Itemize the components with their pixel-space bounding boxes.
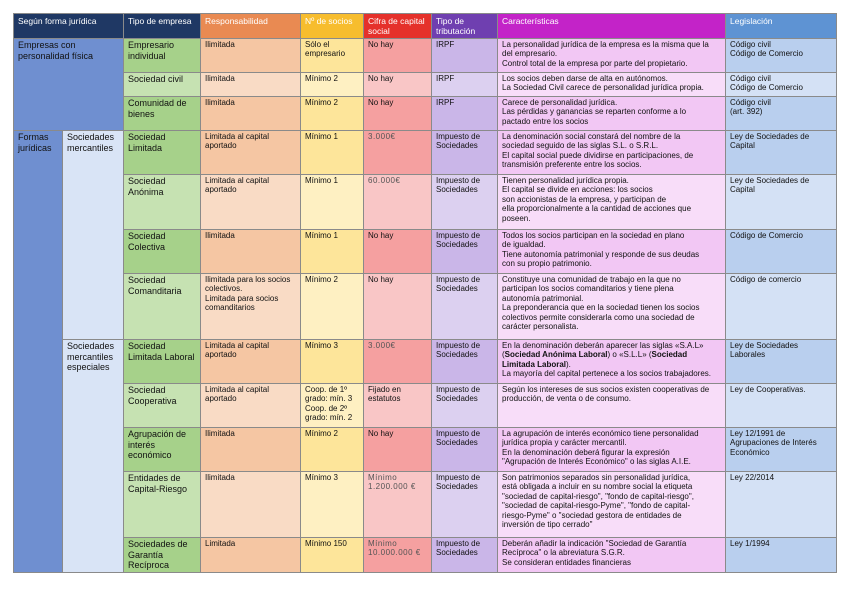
header-capital: Cifra de capital social <box>364 14 432 39</box>
caracteristicas-text-3: ). La mayoría del capital pertenece a los socios trabajadores. <box>502 359 712 379</box>
cell-socios: Mínimo 1 <box>301 175 364 230</box>
cell-tipo: Entidades de Capital-Riesgo <box>124 472 201 538</box>
cell-socios: Mínimo 2 <box>301 428 364 472</box>
cell-capital: No hay <box>364 97 432 131</box>
legal-forms-table-wrapper <box>13 13 836 573</box>
cell-capital: Mínimo 1.200.000 € <box>364 472 432 538</box>
table-row <box>14 230 837 274</box>
cell-caracteristicas: Carece de personalidad jurídica. Las pérdidas y ganancias se reparten conforme a lo pactado entre los socios <box>502 98 687 126</box>
table-row <box>14 428 837 472</box>
cell-tributacion: Impuesto de Sociedades <box>432 175 498 230</box>
cell-responsabilidad: Ilimitada <box>201 428 301 472</box>
cell-capital: 3.000€ <box>364 131 432 175</box>
cell-legislacion: Ley de Sociedades de Capital <box>730 132 810 151</box>
cell-caracteristicas: La denominación social constará del nombre de la sociedad seguido de las siglas S.L. o S.R.L. El capital social puede dividirse en participaciones, de transmisión preferente entre los socios. <box>502 132 694 170</box>
caracteristicas-text-1: En la denominación deberán aparecer las siglas «S.A.L» ( <box>502 341 704 360</box>
cell-responsabilidad: Ilimitada <box>201 97 301 131</box>
cell-legislacion: Ley de Sociedades Laborales <box>730 341 799 360</box>
cell-caracteristicas: Deberán añadir la indicación "Sociedad de Garantía Recíproca" o la abreviatura S.G.R. Se consideran entidades financieras <box>502 539 687 567</box>
header-responsabilidad: Responsabilidad <box>201 14 301 39</box>
legal-forms-table <box>13 13 837 573</box>
header-legislacion: Legislación <box>726 14 837 39</box>
cell-tipo: Sociedad civil <box>124 73 201 97</box>
header-tributacion: Tipo de tributación <box>432 14 498 39</box>
cell-tipo: Sociedad Anónima <box>124 175 201 230</box>
group-sociedades-mercantiles: Sociedades mercantiles <box>63 131 124 340</box>
cell-tributacion: Impuesto de Sociedades <box>432 230 498 274</box>
header-row <box>14 14 837 39</box>
table-row <box>14 39 837 73</box>
header-forma: Según forma jurídica <box>14 14 124 39</box>
header-caracteristicas: Características <box>498 14 726 39</box>
cell-tributacion: Impuesto de Sociedades <box>432 472 498 538</box>
cell-responsabilidad: Limitada al capital aportado <box>201 340 301 384</box>
cell-socios: Coop. de 1º grado: mín. 3 Coop. de 2º grado: mín. 2 <box>305 385 353 423</box>
cell-tributacion: IRPF <box>432 39 498 73</box>
cell-tributacion: Impuesto de Sociedades <box>432 538 498 573</box>
table-row <box>14 340 837 384</box>
table-row <box>14 97 837 131</box>
table-row <box>14 73 837 97</box>
cell-legislacion: Código de comercio <box>730 275 802 285</box>
cell-tipo: Comunidad de bienes <box>124 97 201 131</box>
cell-caracteristicas: La agrupación de interés económico tiene personalidad jurídica propia y carácter mercantil. En la denominación deberá figurar la expresión "Agrupación de Interés Económico" o las siglas A.I.E. <box>502 429 699 467</box>
table-row <box>14 538 837 573</box>
cell-capital: 60.000€ <box>364 175 432 230</box>
cell-socios: Mínimo 3 <box>301 472 364 538</box>
cell-capital: No hay <box>364 73 432 97</box>
cell-capital: No hay <box>364 39 432 73</box>
cell-tributacion: Impuesto de Sociedades <box>432 340 498 384</box>
cell-caracteristicas: Constituye una comunidad de trabajo en la que no participan los socios comanditarios y tiene plena autonomía patrimonial. La preponderancia que en la sociedad tienen los socios colectivos permite considerarla como una sociedad de carácter personalista. <box>502 275 700 332</box>
cell-socios: Mínimo 2 <box>301 73 364 97</box>
cell-responsabilidad: Ilimitada <box>201 230 301 274</box>
cell-responsabilidad: Limitada al capital aportado <box>201 384 301 428</box>
group-personalidad-fisica: Empresas con personalidad física <box>14 39 124 131</box>
header-socios: Nº de socios <box>301 14 364 39</box>
cell-tipo: Sociedad Colectiva <box>124 230 201 274</box>
cell-socios: Mínimo 1 <box>301 230 364 274</box>
caracteristicas-bold-sal: Sociedad Anónima Laboral <box>504 350 608 360</box>
table-row <box>14 384 837 428</box>
cell-capital: Mínimo 10.000.000 € <box>364 538 432 573</box>
cell-legislacion: Código civil Código de Comercio <box>730 40 803 59</box>
cell-tipo: Sociedad Comanditaria <box>124 274 201 340</box>
caracteristicas-text-2: ) o «S.L.L» ( <box>607 350 652 360</box>
cell-tributacion: Impuesto de Sociedades <box>432 384 498 428</box>
caracteristicas-bold-sll: Sociedad Limitada Laboral <box>502 350 688 369</box>
table-row <box>14 274 837 340</box>
cell-tributacion: Impuesto de Sociedades <box>432 131 498 175</box>
cell-capital: 3.000€ <box>364 340 432 384</box>
cell-caracteristicas <box>502 341 721 379</box>
cell-legislacion: Código civil (art. 392) <box>730 98 771 117</box>
cell-tributacion: IRPF <box>432 97 498 131</box>
cell-capital: Fijado en estatutos <box>364 384 432 428</box>
group-sociedades-especiales: Sociedades mercantiles especiales <box>63 340 124 573</box>
cell-tipo: Sociedad Limitada <box>124 131 201 175</box>
cell-legislacion: Ley 12/1991 de Agrupaciones de Interés Económico <box>730 429 817 457</box>
cell-legislacion: Código de Comercio <box>730 231 803 241</box>
cell-legislacion: Ley de Cooperativas. <box>730 385 806 395</box>
cell-responsabilidad: Limitada <box>201 538 301 573</box>
cell-tipo: Agrupación de interés económico <box>124 428 201 472</box>
cell-responsabilidad: Limitada al capital aportado <box>201 131 301 175</box>
cell-responsabilidad: Ilimitada <box>201 73 301 97</box>
cell-tipo: Sociedad Limitada Laboral <box>124 340 201 384</box>
table-row <box>14 472 837 538</box>
cell-capital: No hay <box>364 274 432 340</box>
cell-socios: Mínimo 2 <box>301 97 364 131</box>
cell-capital: No hay <box>364 428 432 472</box>
cell-socios: Mínimo 3 <box>301 340 364 384</box>
cell-responsabilidad: Ilimitada <box>201 39 301 73</box>
cell-tipo: Sociedad Cooperativa <box>124 384 201 428</box>
cell-caracteristicas: Son patrimonios separados sin personalidad jurídica, está obligada a incluir en su nombre social la etiqueta "sociedad de capital-riesgo", "fondo de capital-riesgo", "sociedad de capital-riesgo-Pyme", "fondo de capital- riesgo-Pyme" o "sociedad gestora de entidades de inversión de tipo cerrado" <box>502 473 694 530</box>
cell-socios: Mínimo 1 <box>301 131 364 175</box>
table-row <box>14 175 837 230</box>
cell-tributacion: IRPF <box>432 73 498 97</box>
cell-tributacion: Impuesto de Sociedades <box>432 274 498 340</box>
cell-caracteristicas: La personalidad jurídica de la empresa es la misma que la del empresario. Control total de la empresa por parte del propietario. <box>502 40 709 68</box>
cell-legislacion: Ley 22/2014 <box>730 473 775 483</box>
header-tipo: Tipo de empresa <box>124 14 201 39</box>
cell-caracteristicas: Los socios deben darse de alta en autónomos. La Sociedad Civil carece de personalidad jurídica propia. <box>502 74 704 93</box>
cell-responsabilidad: Limitada al capital aportado <box>201 175 301 230</box>
cell-caracteristicas: Tienen personalidad jurídica propia. El capital se divide en acciones: los socios son accionistas de la empresa, y participan de ella proporcionalmente a la cantidad de acciones que poseen. <box>502 176 692 223</box>
cell-responsabilidad: Ilimitada <box>201 472 301 538</box>
cell-socios: Mínimo 150 <box>301 538 364 573</box>
table-row <box>14 131 837 175</box>
cell-legislacion: Ley 1/1994 <box>730 539 770 549</box>
cell-capital: No hay <box>364 230 432 274</box>
cell-socios: Sólo el empresario <box>301 39 364 73</box>
cell-legislacion: Ley de Sociedades de Capital <box>730 176 810 195</box>
cell-caracteristicas: Según los intereses de sus socios existen cooperativas de producción, de venta o de consumo. <box>502 385 710 404</box>
cell-legislacion: Código civil Código de Comercio <box>730 74 803 93</box>
cell-tipo: Empresario individual <box>124 39 201 73</box>
cell-responsabilidad: Ilimitada para los socios colectivos. Limitada para socios comanditarios <box>205 275 291 313</box>
cell-tributacion: Impuesto de Sociedades <box>432 428 498 472</box>
group-formas-juridicas: Formas jurídicas <box>14 131 63 573</box>
cell-tipo: Sociedades de Garantía Recíproca <box>124 538 201 573</box>
cell-caracteristicas: Todos los socios participan en la sociedad en plano de igualdad. Tiene autonomía patrimonial y responde de sus deudas con su propio patrimonio. <box>502 231 700 269</box>
cell-socios: Mínimo 2 <box>301 274 364 340</box>
